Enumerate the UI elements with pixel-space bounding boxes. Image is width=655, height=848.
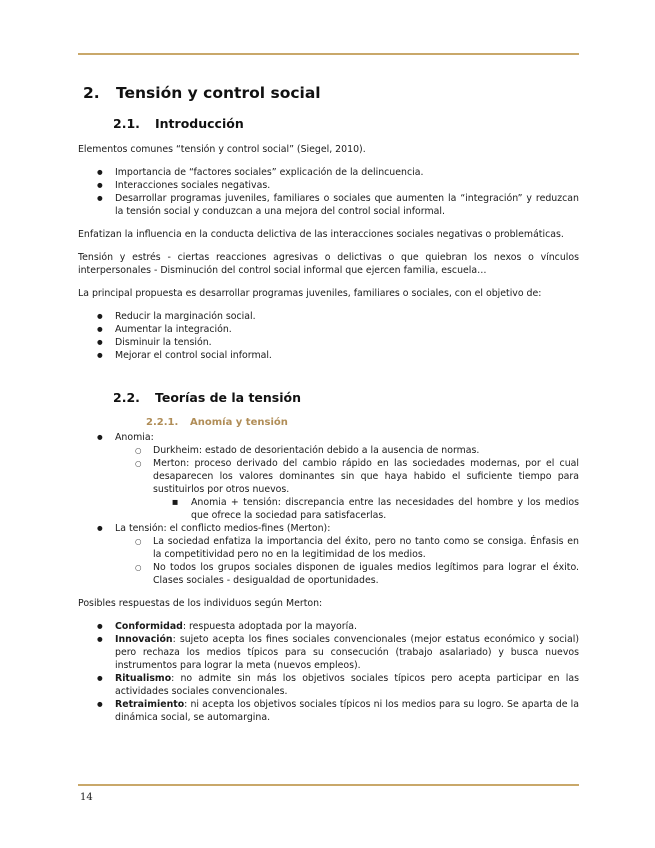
list-item: ● Mejorar el control social informal. (78, 349, 579, 362)
page-content (78, 84, 579, 734)
paragraph: Enfatizan la influencia en la conducta delictiva de las interacciones sociales negativas o problemáticas. (78, 229, 564, 240)
header-rule (78, 53, 579, 55)
subsubsection-title: Anomía y tensión (190, 417, 288, 428)
subsection-number: 2.2. (113, 390, 140, 405)
nested-list (115, 444, 579, 522)
section-number: 2. (83, 84, 100, 102)
subsubsection-heading (146, 417, 579, 428)
section-title: Tensión y control social (116, 84, 321, 102)
bullet-list (78, 310, 579, 362)
term: Innovación (115, 634, 173, 645)
responses-list (78, 620, 579, 724)
subsection-heading-theories (113, 390, 579, 405)
list-item-tension (78, 522, 579, 587)
list-item-anomia (78, 431, 579, 522)
item-label: Anomia: (115, 432, 154, 443)
paragraph: Tensión y estrés - ciertas reacciones agresivas o delictivas o que quiebran los nexos o vínculos interpersonales - Disminución del control social informal que ejercen familia, escuela… (78, 252, 579, 276)
list-item: ● Interacciones sociales negativas. (78, 179, 579, 192)
list-item: ● Reducir la marginación social. (78, 310, 579, 323)
paragraph: Posibles respuestas de los individuos según Merton: (78, 598, 323, 609)
list-item (78, 633, 579, 672)
term-description: : respuesta adoptada por la mayoría. (182, 621, 357, 632)
list-item: ● Importancia de “factores sociales” explicación de la delincuencia. (78, 166, 579, 179)
list-item (78, 698, 579, 724)
term: Retraimiento (115, 699, 185, 710)
item-label: La tensión: el conflicto medios-fines (Merton): (115, 523, 331, 534)
paragraph: Elementos comunes “tensión y control social” (Siegel, 2010). (78, 144, 366, 155)
term: Conformidad (115, 621, 183, 632)
subsection-heading-intro (113, 116, 579, 131)
list-item: ● Disminuir la tensión. (78, 336, 579, 349)
list-item: ● Desarrollar programas juveniles, familiares o sociales que aumenten la “integración” y reduzcan la tensión social y conduzcan a una mejora del control social informal. (78, 192, 579, 218)
section-heading (83, 84, 579, 102)
list-item (78, 620, 579, 633)
nested-list (115, 535, 579, 587)
list-item: ● Aumentar la integración. (78, 323, 579, 336)
nested-list (153, 496, 579, 522)
page-number: 14 (80, 792, 93, 803)
bullet-list (78, 166, 579, 218)
subsection-title: Teorías de la tensión (155, 390, 302, 405)
term-description: : ni acepta los objetivos sociales típicos ni los medios para su logro. Se aparta de la dinámica social, se automargina. (115, 699, 579, 723)
term-description: : sujeto acepta los fines sociales convencionales (mejor estatus económico y social) pero rechaza los medios típicos para su consecución (trabajo asalariado) y busca nuevos instrumentos para lograr la meta (nuevos empleos). (115, 634, 579, 671)
list-item: ○ No todos los grupos sociales disponen de iguales medios legítimos para lograr el éxito. Clases sociales - desigualdad de oportunidades. (115, 561, 579, 587)
paragraph: La principal propuesta es desarrollar programas juveniles, familiares o sociales, con el objetivo de: (78, 288, 542, 299)
term-description: : no admite sin más los objetivos sociales típicos pero acepta participar en las actividades sociales convencionales. (115, 673, 579, 697)
list-item: ○ La sociedad enfatiza la importancia del éxito, pero no tanto como se consiga. Énfasis en la competitividad pero no en la legitimidad de los medios. (115, 535, 579, 561)
list-item: ■ Anomia + tensión: discrepancia entre las necesidades del hombre y los medios que ofrece la sociedad para satisfacerlas. (153, 496, 579, 522)
footer-rule (78, 784, 579, 786)
subsection-number: 2.1. (113, 116, 140, 131)
list-item (78, 672, 579, 698)
subsubsection-number: 2.2.1. (146, 417, 179, 428)
subsection-title: Introducción (155, 116, 244, 131)
bullet-list (78, 431, 579, 587)
term: Ritualismo (115, 673, 172, 684)
list-item (115, 457, 579, 522)
item-text: Merton: proceso derivado del cambio rápido en las sociedades modernas, por el cual desaparecen los valores dominantes sin que haya habido el suficiente tiempo para sustituirlos por otros nuevos. (153, 458, 579, 495)
list-item: ○ Durkheim: estado de desorientación debido a la ausencia de normas. (115, 444, 579, 457)
